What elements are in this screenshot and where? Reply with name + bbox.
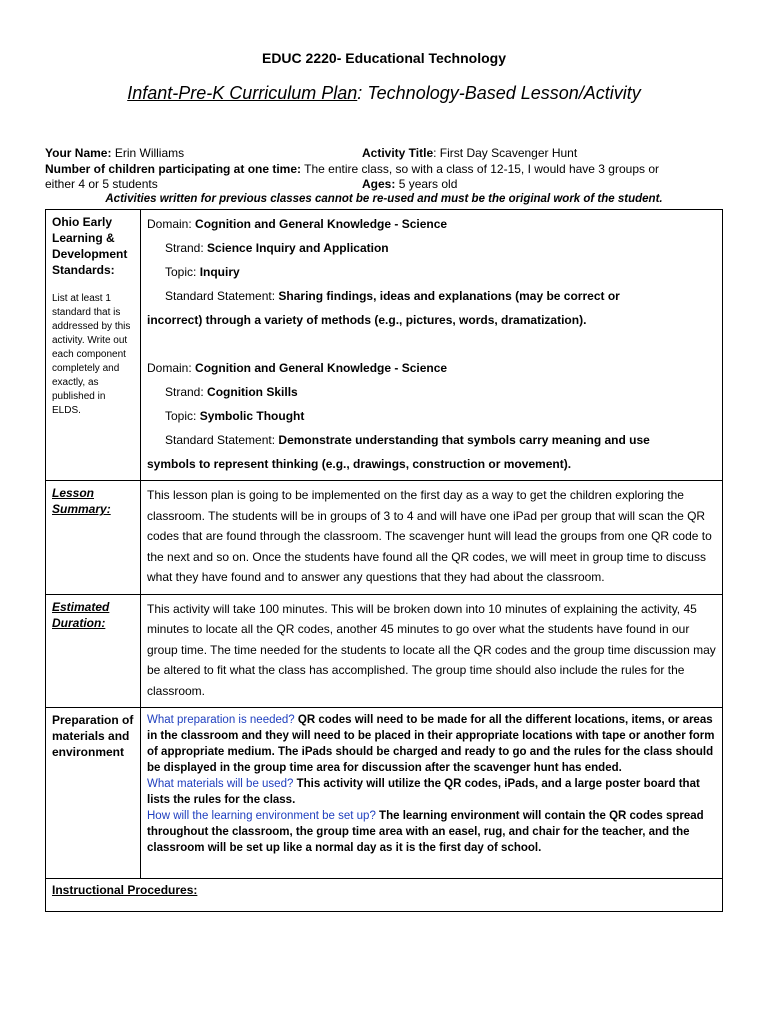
summary-text: This lesson plan is going to be implemented on the first day as a way to get the children exploring the classroom. The students will be in groups of 3 to 4 and will have one iPad per group that will scan the QR codes that are found through the classroom. The scavenger hunt will lead the groups from one QR code to the next and so on. Once the students have found all the QR codes, we will meet in group time to discuss what they have found and to answer any questions that they had about the classroom. (147, 488, 712, 584)
ages-value: 5 years old (398, 177, 458, 191)
ages-label: Ages: (362, 177, 396, 191)
strand-label: Strand: (165, 241, 208, 255)
preparation-label: Preparation of materials and environment (52, 713, 134, 759)
topic-label: Topic: (165, 409, 200, 423)
prep-answer-1: QR codes will need to be made for all the different locations, items, or areas in the classroom and they will need to be placed in their appropriate locations with tape or another form of appropriate medium. The iPads should be charged and ready to go and the rules for the class should be displayed in the group time area for discussion after the scavenger hunt has ended. (147, 714, 715, 774)
topic-value: Symbolic Thought (199, 409, 305, 423)
instructional-cell (46, 879, 723, 912)
standard-2-statement (147, 428, 716, 452)
standard-1-domain (147, 212, 716, 236)
activity-value: : First Day Scavenger Hunt (433, 146, 578, 160)
duration-label: Estimated Duration: (52, 599, 110, 630)
plan-title (0, 83, 768, 104)
domain-value: Cognition and General Knowledge - Science (195, 217, 448, 231)
statement-line2: incorrect) through a variety of methods (e.g., pictures, words, dramatization). (147, 313, 587, 327)
domain-label: Domain: (147, 361, 196, 375)
preparation-row (46, 708, 723, 879)
preparation-text (141, 708, 722, 862)
domain-label: Domain: (147, 217, 196, 231)
activity-title (362, 146, 577, 161)
plan-title-colon: : (357, 83, 363, 103)
duration-content-cell (141, 594, 723, 708)
topic-label: Topic: (165, 265, 200, 279)
plan-title-part2: Technology-Based Lesson/Activity (367, 83, 641, 103)
duration-label-cell (46, 594, 141, 708)
summary-row (46, 481, 723, 595)
standard-1 (141, 210, 722, 480)
statement-line1: Sharing findings, ideas and explanations (may be correct or (278, 289, 620, 303)
topic-value: Inquiry (199, 265, 240, 279)
info-row-children (45, 162, 735, 177)
duration-text: This activity will take 100 minutes. This will be broken down into 10 minutes of explaining the activity, 45 minutes to locate all the QR codes, another 45 minutes to go over what the students have found in our group time. The time needed for the students to locate all the QR codes and the group time discussion may be altered to fit what the class has accomplished. The group time should also include the rules for the classroom. (147, 601, 716, 698)
summary-content-cell (141, 481, 723, 595)
prep-question-2: What materials will be used? (147, 778, 294, 790)
standard-1-statement (147, 284, 716, 308)
originality-notice: Activities written for previous classes cannot be re-used and must be the original work of the student. (105, 193, 663, 205)
statement-line1: Demonstrate understanding that symbols carry meaning and use (278, 433, 650, 447)
preparation-content-cell (141, 708, 723, 879)
standard-2-topic (147, 404, 716, 428)
children-value-line1: The entire class, so with a class of 12-15, I would have 3 groups or (304, 162, 660, 176)
statement-line2: symbols to represent thinking (e.g., drawings, construction or movement). (147, 457, 572, 471)
domain-value: Cognition and General Knowledge - Science (195, 361, 448, 375)
prep-answer-3: The learning environment will contain the QR codes spread throughout the classroom, the group time area with an easel, rug, and chair for the teacher, and the classroom will be set up like a normal day as it is the first day of school. (147, 810, 704, 854)
preparation-label-cell (46, 708, 141, 879)
lesson-plan-table (45, 209, 723, 912)
ages (362, 177, 457, 192)
standard-1-statement-cont (147, 308, 716, 332)
prep-question-3: How will the learning environment be set up? (147, 810, 376, 822)
duration-row (46, 594, 723, 708)
activity-label: Activity Title (362, 146, 434, 160)
standard-2-domain (147, 356, 716, 380)
summary-label-cell (46, 481, 141, 595)
standard-2-strand (147, 380, 716, 404)
name-value: Erin Williams (114, 146, 185, 160)
children-value-line2: either 4 or 5 students (45, 177, 158, 191)
strand-value: Science Inquiry and Application (207, 241, 389, 255)
course-title: EDUC 2220- Educational Technology (261, 50, 506, 66)
standards-content-cell (141, 210, 723, 481)
standards-label-cell (46, 210, 141, 481)
standard-2-statement-cont (147, 452, 716, 476)
instructional-row (46, 879, 723, 912)
instructional-label: Instructional Procedures: (52, 883, 198, 897)
standards-label: Ohio Early Learning & Development Standards: (52, 215, 128, 277)
info-row-ages (45, 177, 735, 192)
standard-1-topic (147, 260, 716, 284)
name-label: Your Name: (45, 146, 112, 160)
prep-answer-2: This activity will utilize the QR codes, iPads, and a large poster board that lists the rules for the class. (147, 778, 700, 806)
children-label: Number of children participating at one time: (45, 162, 302, 176)
strand-value: Cognition Skills (207, 385, 298, 399)
strand-label: Strand: (165, 385, 208, 399)
summary-label: Lesson Summary: (52, 486, 111, 516)
standards-row (46, 210, 723, 481)
statement-label: Standard Statement: (165, 289, 279, 303)
standard-1-strand (147, 236, 716, 260)
info-row-name (45, 146, 735, 161)
plan-title-part1: Infant-Pre-K Curriculum Plan (127, 83, 358, 103)
prep-question-1: What preparation is needed? (147, 714, 295, 726)
statement-label: Standard Statement: (165, 433, 279, 447)
standards-note: List at least 1 standard that is addressed by this activity. Write out each component completely and exactly, as published in ELDS. (52, 293, 131, 416)
